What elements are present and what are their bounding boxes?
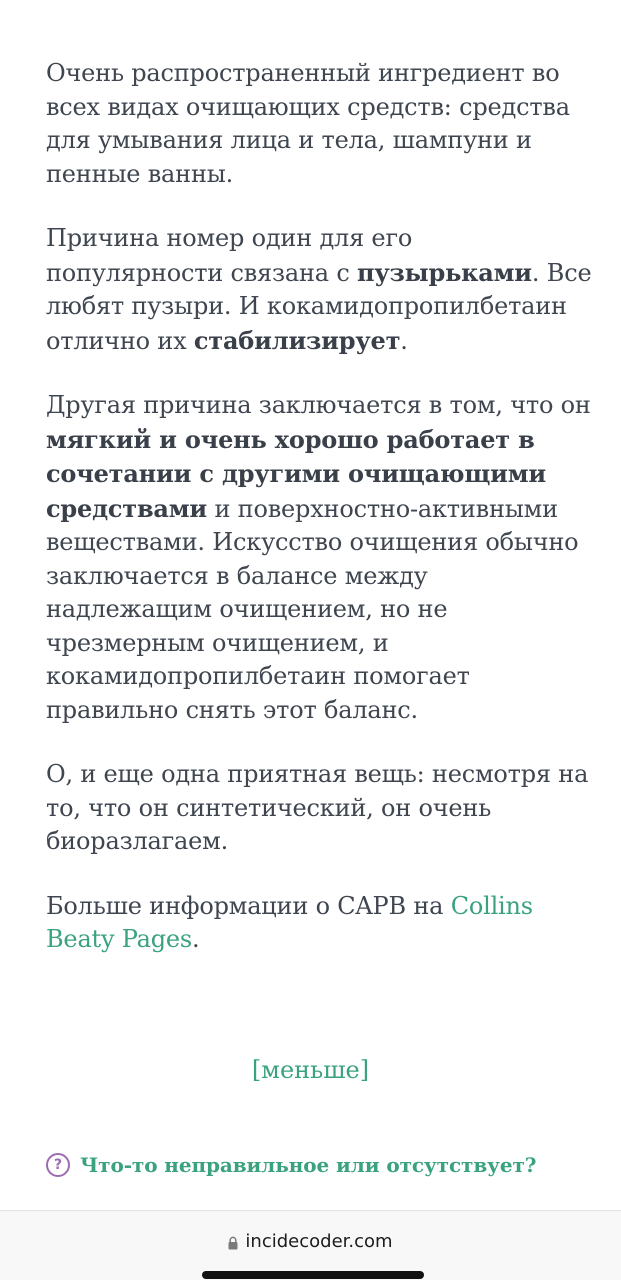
paragraph-2-text-2: . Все любят пузыри. И кокамидопропилбетаин отлично их (46, 258, 592, 355)
report-issue-text: Что-то неправильное или отсутствует? (80, 1153, 537, 1177)
paragraph-2-bold-2: стабилизирует (193, 325, 401, 355)
paragraph-3-text-2: и поверхностно-активными веществами. Искусство очищения обычно заключается в балансе между надлежащим очищением, но не чрезмерным очищением, и кокамидопропилбетаин помогает правильно снять этот баланс. (46, 494, 579, 724)
home-indicator[interactable] (202, 1271, 424, 1279)
paragraph-4 (46, 758, 594, 859)
browser-address-bar[interactable] (0, 1210, 621, 1280)
paragraph-2-bold-1: пузырьками (357, 257, 532, 287)
paragraph-5-text-1: Больше информации о CAPB на (46, 891, 451, 920)
paragraph-1 (46, 57, 594, 191)
paragraph-2-text-3: . (400, 326, 408, 355)
paragraph-5-text-2: . (192, 925, 200, 953)
paragraph-1-text: Очень распространенный ингредиент во всех видах очищающих средств: средства для умывания лица и тела, шампуни и пенные ванны. (46, 59, 570, 188)
url-text: incidecoder.com (245, 1231, 393, 1252)
article-body (46, 57, 594, 988)
paragraph-4-text: О, и еще одна приятная вещь: несмотря на то, что он синтетический, он очень биоразлагаем. (46, 760, 589, 855)
paragraph-2-text-1: Причина номер один для его популярности связана с (46, 224, 413, 287)
lock-icon (228, 1236, 238, 1250)
paragraph-2 (46, 222, 594, 358)
collins-beaty-link[interactable]: Collins Beaty Pages (46, 891, 533, 953)
question-circle-icon: ? (46, 1153, 70, 1177)
paragraph-3-bold: мягкий и очень хорошо работает в сочетании с другими очищающими средствами (46, 424, 546, 523)
paragraph-5 (46, 890, 594, 957)
report-issue-link[interactable] (46, 1150, 536, 1180)
paragraph-3-text-1: Другая причина заключается в том, что он (46, 391, 591, 419)
paragraph-3 (46, 389, 594, 727)
url-display[interactable] (0, 1231, 621, 1252)
show-less-link[interactable]: [меньше] (251, 1056, 370, 1084)
